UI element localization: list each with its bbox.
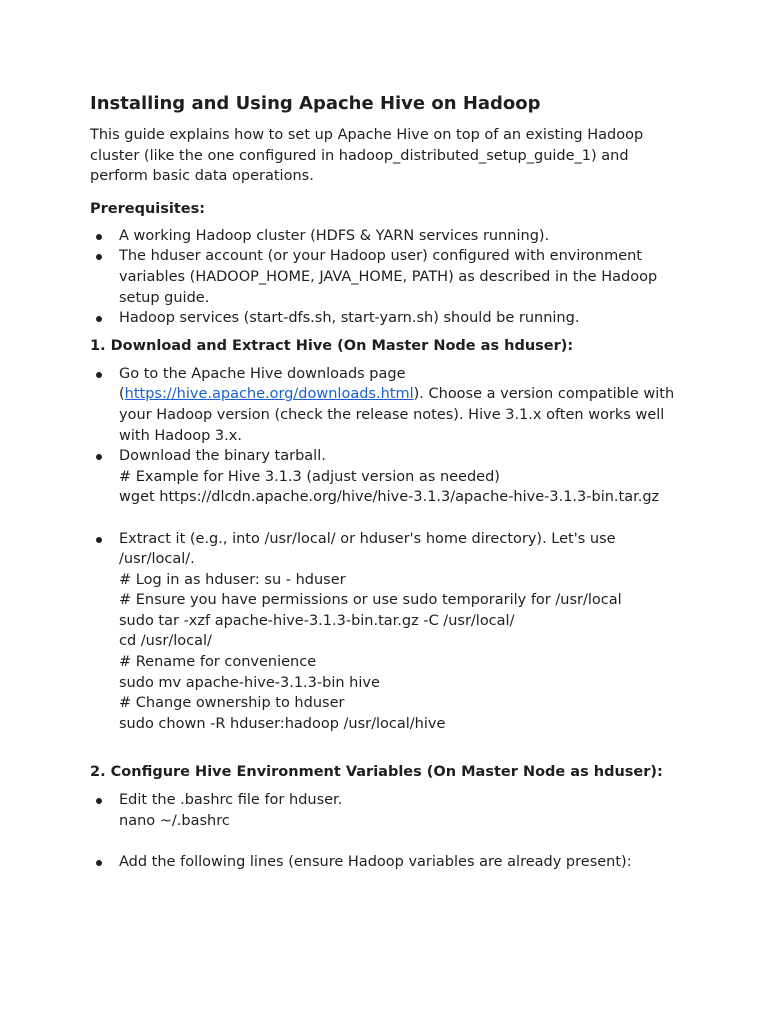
section-1-list	[90, 364, 680, 735]
list-item	[90, 529, 680, 735]
code-line: sudo tar -xzf apache-hive-3.1.3-bin.tar.gz -C /usr/local/	[119, 612, 515, 629]
list-item-text: Extract it (e.g., into /usr/local/ or hduser's home directory). Let's use /usr/local/.	[119, 530, 616, 568]
bullet-icon	[96, 254, 102, 260]
section-2-heading: 2. Configure Hive Environment Variables (On Master Node as hduser):	[90, 764, 663, 781]
bullet-icon	[96, 454, 102, 460]
code-comment: # Rename for convenience	[119, 654, 317, 671]
bullet-icon	[96, 798, 102, 804]
code-line: sudo chown -R hduser:hadoop /usr/local/hive	[119, 715, 446, 732]
list-item	[90, 790, 680, 852]
bullet-icon	[96, 372, 102, 378]
code-line: cd /usr/local/	[119, 633, 212, 650]
code-comment: # Ensure you have permissions or use sudo temporarily for /usr/local	[119, 592, 622, 609]
list-item: The hduser account (or your Hadoop user) configured with environment variables (HADOOP_HOME, JAVA_HOME, PATH) as described in the Hadoop setup guide.	[90, 246, 680, 308]
bullet-icon	[96, 537, 102, 543]
list-item	[90, 446, 680, 528]
code-line: nano ~/.bashrc	[119, 813, 230, 830]
list-item-text: Edit the .bashrc file for hduser.	[119, 792, 343, 809]
code-line: wget https://dlcdn.apache.org/hive/hive-3.1.3/apache-hive-3.1.3-bin.tar.gz	[119, 489, 660, 506]
prerequisites-heading: Prerequisites:	[90, 200, 206, 217]
list-item: A working Hadoop cluster (HDFS & YARN services running).	[90, 226, 680, 247]
bullet-icon	[96, 860, 102, 866]
list-item-text: Download the binary tarball.	[119, 448, 326, 465]
code-line: sudo mv apache-hive-3.1.3-bin hive	[119, 674, 380, 691]
list-item: Add the following lines (ensure Hadoop variables are already present):	[90, 852, 680, 873]
intro-paragraph: This guide explains how to set up Apache Hive on top of an existing Hadoop cluster (like the one configured in hadoop_distributed_setup_guide_1) and perform basic data operations.	[90, 127, 644, 185]
list-item: Hadoop services (start-dfs.sh, start-yarn.sh) should be running.	[90, 308, 680, 329]
prerequisites-list	[90, 226, 680, 329]
bullet-icon	[96, 234, 102, 240]
section-2-list	[90, 790, 680, 872]
hive-downloads-link[interactable]: https://hive.apache.org/downloads.html	[124, 386, 414, 403]
code-comment: # Example for Hive 3.1.3 (adjust version as needed)	[119, 468, 500, 485]
list-item: Go to the Apache Hive downloads page (https://hive.apache.org/downloads.html). Choose a version compatible with your Hadoop version (check the release notes). Hive 3.1.x often works well with Hadoop 3.x.	[90, 364, 680, 446]
document-page	[90, 92, 680, 873]
bullet-icon	[96, 316, 102, 322]
page-title: Installing and Using Apache Hive on Hadoop	[90, 93, 541, 114]
section-1-heading: 1. Download and Extract Hive (On Master Node as hduser):	[90, 337, 574, 354]
code-comment: # Change ownership to hduser	[119, 695, 345, 712]
code-comment: # Log in as hduser: su - hduser	[119, 571, 346, 588]
